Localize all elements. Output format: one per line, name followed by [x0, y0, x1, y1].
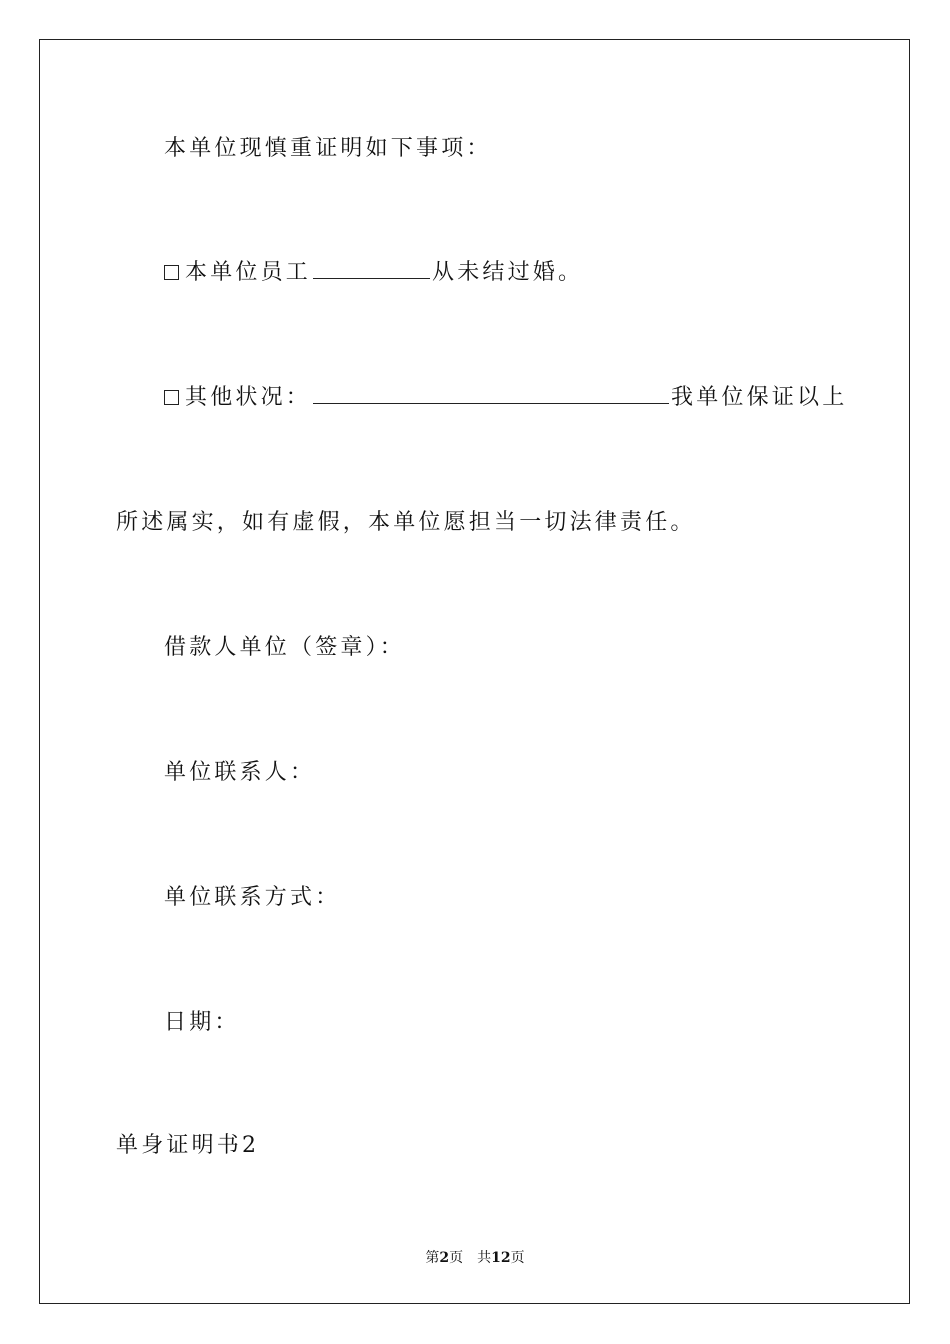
option-unmarried-suffix: 从未结过婚。 [432, 260, 584, 285]
date-line: 日期： [164, 1010, 240, 1035]
page-border [39, 39, 910, 1304]
other-status-blank[interactable] [313, 383, 669, 404]
option-other-prefix: 其他状况： [185, 385, 312, 410]
next-section-title: 单身证明书2 [116, 1133, 260, 1158]
option-other-line [164, 383, 847, 413]
option-other-suffix: 我单位保证以上 [671, 385, 848, 410]
employee-name-blank[interactable] [313, 258, 430, 279]
footer-total-prefix: 共 [477, 1250, 492, 1266]
option-unmarried-line [164, 258, 583, 288]
footer-page-number: 2 [439, 1250, 450, 1266]
footer-total-suffix: 页 [510, 1250, 525, 1266]
footer-page-prefix: 第 [425, 1250, 440, 1266]
checkbox-unmarried[interactable] [164, 265, 179, 280]
intro-line: 本单位现慎重证明如下事项： [164, 136, 492, 161]
contact-person-line: 单位联系人： [164, 760, 316, 785]
checkbox-other[interactable] [164, 390, 179, 405]
borrower-unit-line: 借款人单位（签章）： [164, 635, 406, 660]
guarantee-continuation-line: 所述属实，如有虚假，本单位愿担当一切法律责任。 [116, 510, 696, 535]
option-unmarried-prefix: 本单位员工 [185, 260, 312, 285]
footer-page-suffix: 页 [449, 1250, 464, 1266]
contact-method-line: 单位联系方式： [164, 885, 341, 910]
page-footer [0, 1247, 950, 1267]
footer-total-pages: 12 [491, 1250, 511, 1266]
